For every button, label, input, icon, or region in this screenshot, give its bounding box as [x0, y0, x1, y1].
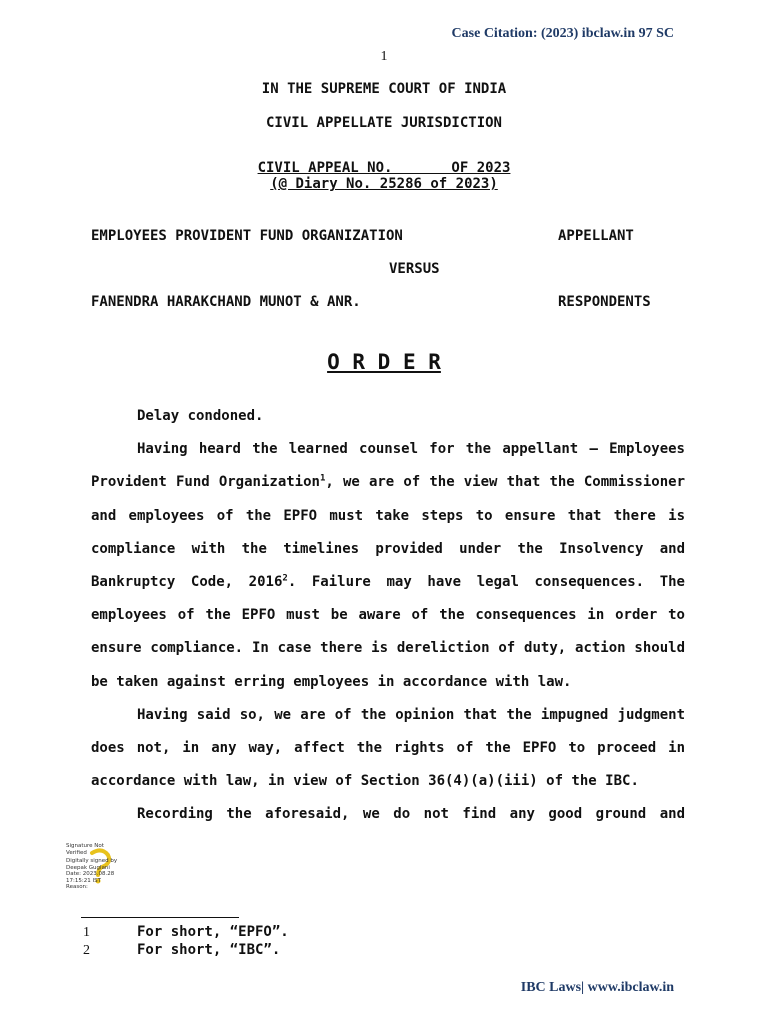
footnote-ref-2[interactable]: 2 — [282, 573, 288, 584]
signature-line: Reason: — [66, 884, 88, 890]
order-body — [91, 400, 685, 832]
respondent-role: RESPONDENTS — [558, 294, 651, 310]
digital-signature-block — [66, 843, 126, 888]
footnote-text: For short, “EPFO”. — [137, 924, 289, 940]
diary-number: (@ Diary No. 25286 of 2023) — [270, 176, 498, 192]
signature-line: Deepak Guglani — [66, 864, 110, 871]
paragraph-text: Having heard the learned counsel for the appellant – Employees Provident Fund Organization — [91, 441, 685, 491]
versus-label: VERSUS — [389, 261, 440, 277]
footnote-number: 2 — [83, 943, 90, 958]
case-citation: Case Citation: (2023) ibclaw.in 97 SC — [451, 26, 674, 41]
signature-line: Digitally signed by — [66, 858, 118, 864]
signature-line: 17:15:21 IST — [66, 877, 101, 884]
respondent-name: FANENDRA HARAKCHAND MUNOT & ANR. — [91, 294, 361, 310]
footnote-ref-1[interactable]: 1 — [319, 473, 326, 484]
appellant-name: EMPLOYEES PROVIDENT FUND ORGANIZATION — [91, 228, 403, 244]
paragraph-text: , we are of the view that the Commissioner and employees of the EPFO must take steps to ensure that there is compliance with the timelines provided under the Insolvency and Bankruptcy Code, 2016 — [91, 474, 685, 591]
footnote-text: For short, “IBC”. — [137, 942, 281, 958]
appeal-number: CIVIL APPEAL NO. OF 2023 — [257, 160, 511, 176]
paragraph-text: . Failure may have legal consequences. The employees of the EPFO must be aware of the consequences in order to ensure compliance. In case there is dereliction of duty, action should be taken against erring employees in accordance with law. — [91, 574, 685, 690]
footnote-separator — [81, 917, 239, 918]
signature-line: Date: 2023.08.28 — [66, 871, 115, 877]
footnote-number: 1 — [83, 925, 90, 940]
paragraph-conclusion: Recording the aforesaid, we do not find any good ground and — [137, 806, 685, 823]
paragraph-opinion: Having said so, we are of the opinion that the impugned judgment does not, in any way, affect the rights of the EPFO to proceed in accordance with law, in view of Section 36(4)(a)(iii) of the IBC. — [91, 706, 685, 790]
paragraph-observations — [91, 433, 685, 699]
court-name: IN THE SUPREME COURT OF INDIA — [261, 81, 507, 97]
footer-link[interactable]: IBC Laws| www.ibclaw.in — [520, 980, 674, 995]
paragraph-delay: Delay condoned. — [137, 408, 264, 424]
order-title: O R D E R — [327, 350, 441, 374]
signature-line: Signature Not Verified — [66, 843, 104, 856]
appellant-role: APPELLANT — [558, 228, 634, 244]
jurisdiction: CIVIL APPELLATE JURISDICTION — [265, 115, 502, 131]
page-number: 1 — [380, 49, 388, 64]
